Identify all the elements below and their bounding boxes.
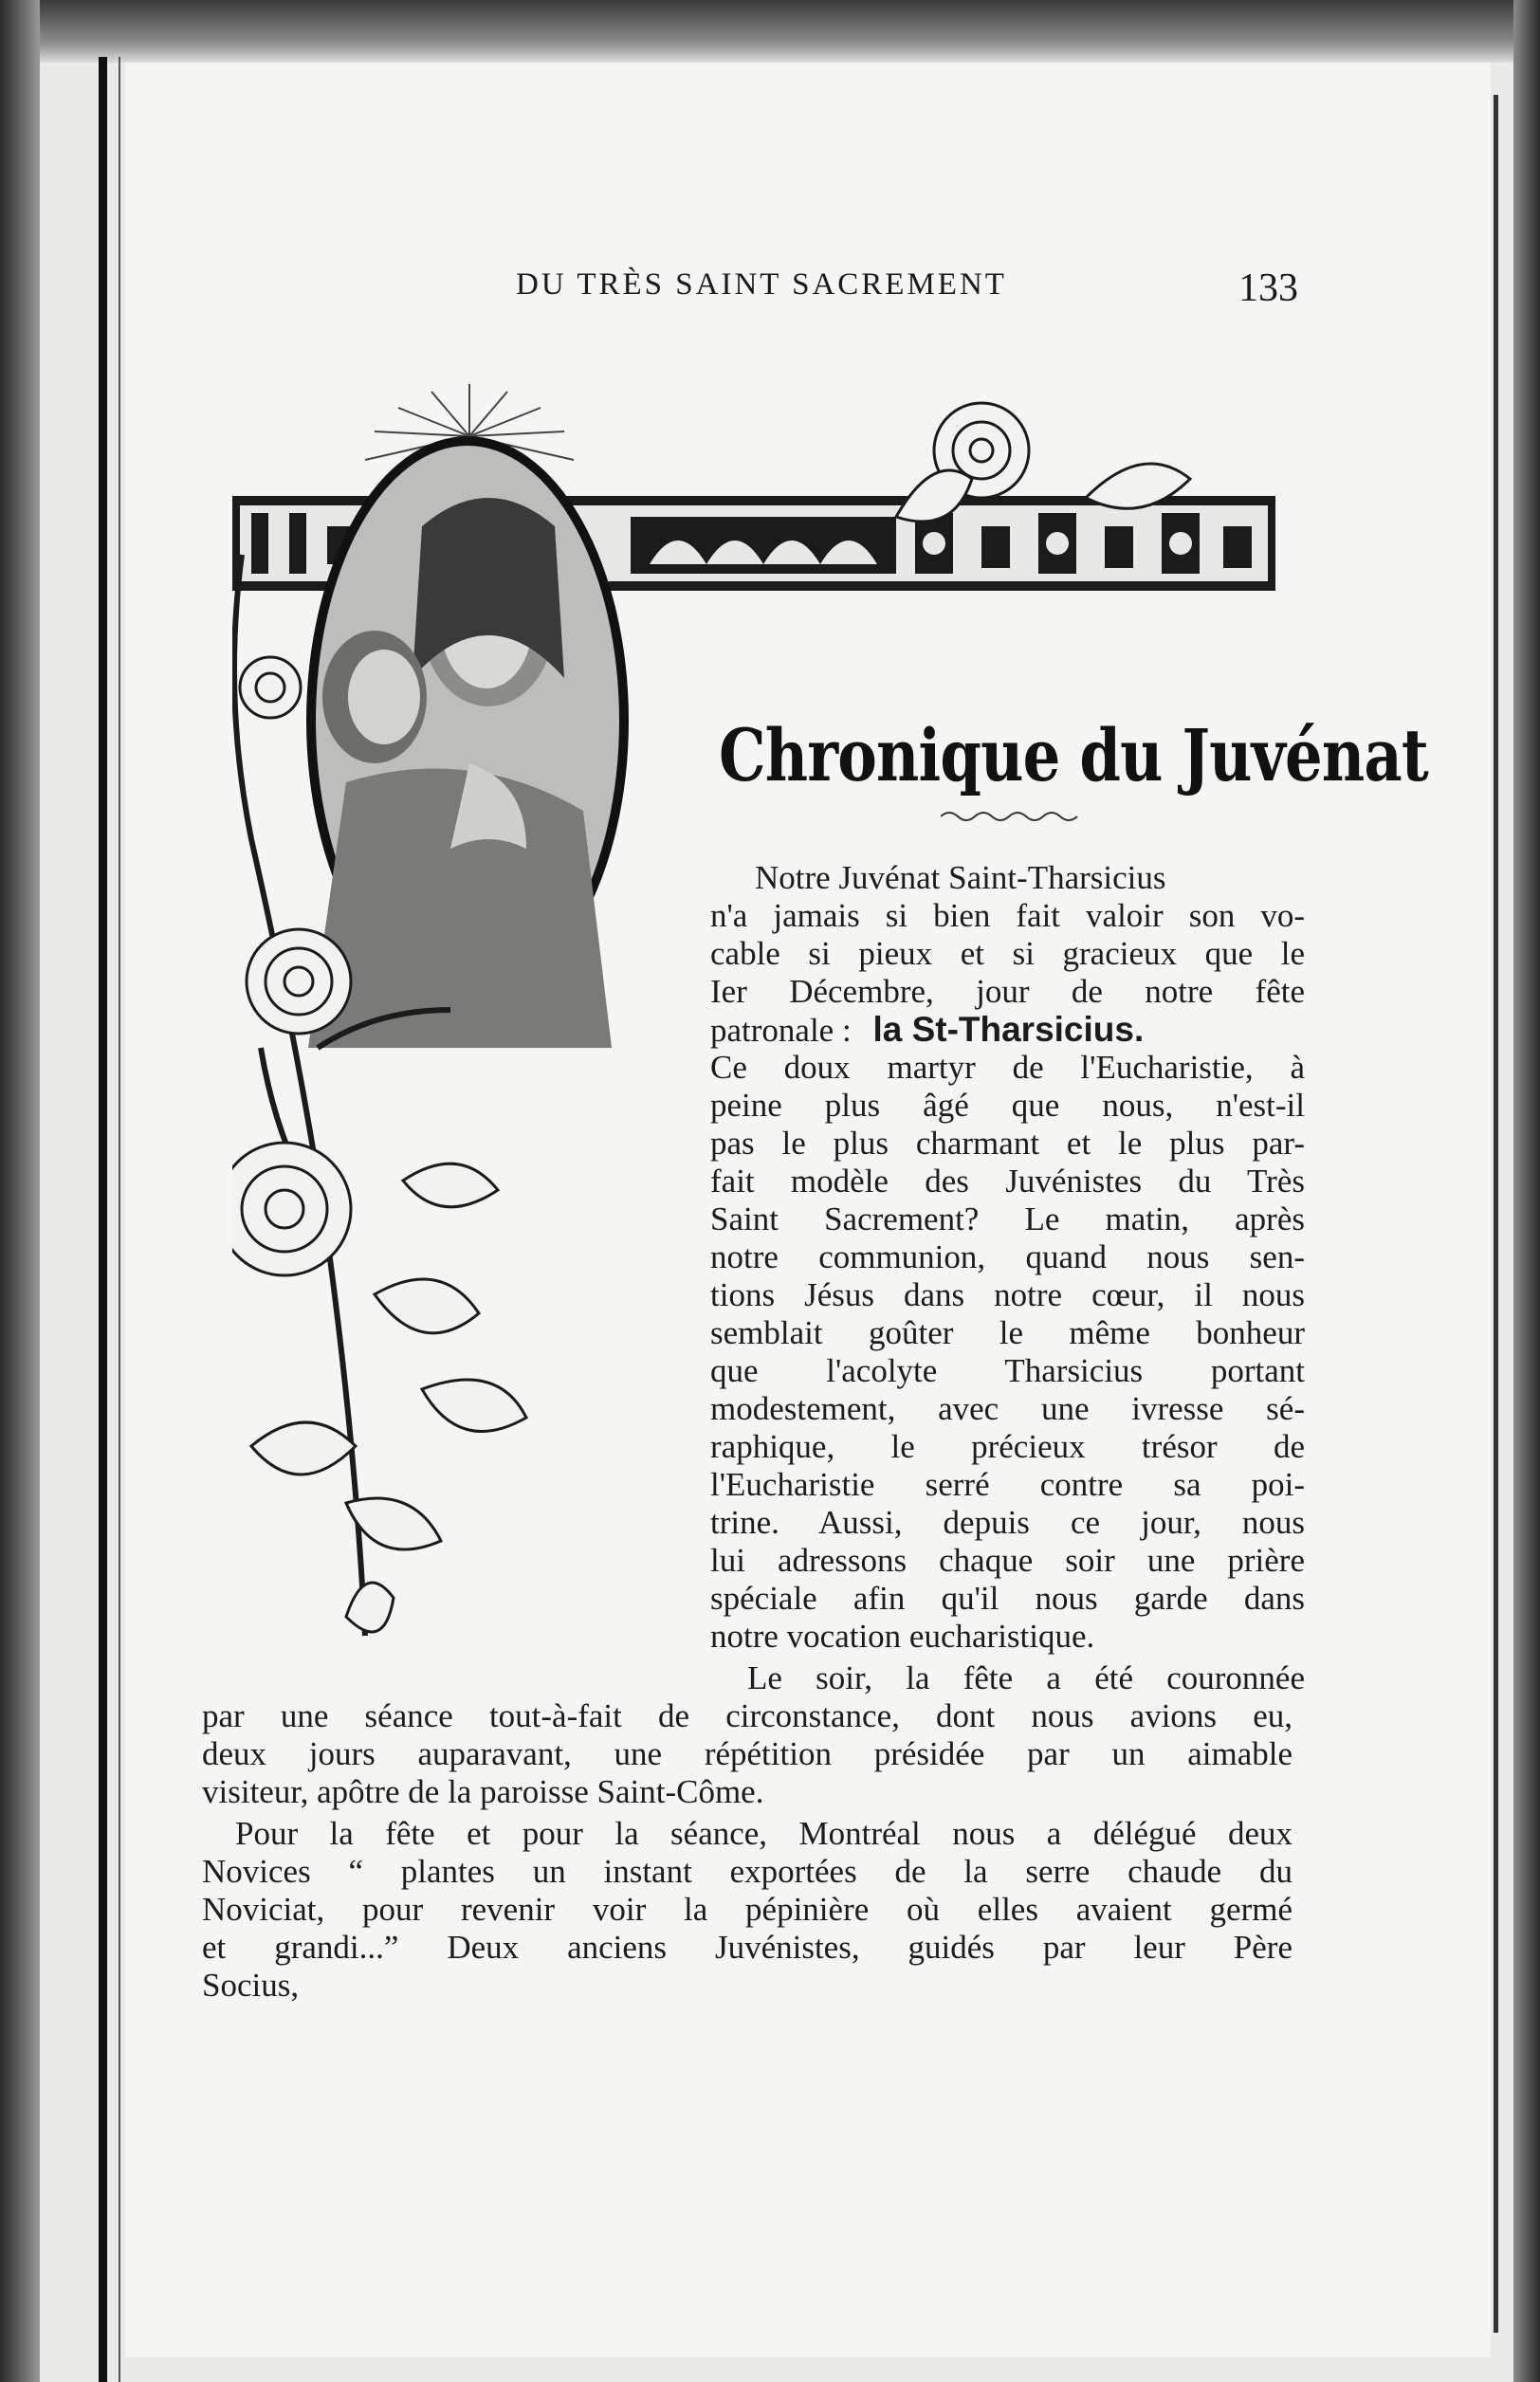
page-number: 133 [1238,266,1298,310]
body-line: modestement, avec une ivresse sé- [710,1390,1305,1427]
body-line: notre communion, quand nous sen- [710,1238,1305,1275]
article-title: Chronique du Juvénat [719,713,1428,797]
book-edge-right [1513,0,1540,2382]
body-line: Saint Sacrement? Le matin, après [710,1200,1305,1237]
body-line: par une séance tout-à-fait de circonstance, dont nous avions eu, [202,1697,1292,1734]
body-line: raphique, le précieux trésor de [710,1428,1305,1465]
body-line: Le soir, la fête a été couronnée [747,1659,1305,1696]
body-line: Socius, [202,1967,300,2004]
title-flourish [941,808,1083,825]
body-line-feast [710,1011,1305,1050]
body-line: l'Eucharistie serré contre sa poi- [710,1466,1305,1503]
spine-thin-line [119,57,120,2382]
running-head: DU TRÈS SAINT SACREMENT [516,267,1007,302]
book-edge-left [0,0,40,2382]
body-line: fait modèle des Juvénistes du Très [710,1163,1305,1200]
spine-line [99,57,107,2382]
right-page-edge [1494,95,1498,2333]
body-line: patronale : [710,1012,852,1049]
page-top-shadow [40,0,1519,63]
body-line: Novices “ plantes un instant exportées de la serre chaude du [202,1853,1292,1890]
feast-name: la St-Tharsicius. [872,1010,1145,1049]
body-line: spéciale afin qu'il nous garde dans [710,1580,1305,1617]
body-line: Noviciat, pour revenir voir la pépinière où elles avaient germé [202,1891,1292,1928]
body-line: n'a jamais si bien fait valoir son vo- [710,897,1305,934]
body-line: trine. Aussi, depuis ce jour, nous [710,1504,1305,1541]
sacred-heart-portrait [306,436,629,1048]
body-line: Notre Juvénat Saint-Tharsicius [755,859,1166,896]
body-line: lui adressons chaque soir une prière [710,1542,1305,1579]
body-line: visiteur, apôtre de la paroisse Saint-Côme. [202,1773,764,1810]
body-line: que l'acolyte Tharsicius portant [710,1352,1305,1389]
body-line: pas le plus charmant et le plus par- [710,1125,1305,1162]
body-line: deux jours auparavant, une répétition présidée par un aimable [202,1735,1292,1772]
body-line: Ier Décembre, jour de notre fête [710,973,1305,1010]
body-line: peine plus âgé que nous, n'est-il [710,1087,1305,1124]
body-line: Pour la fête et pour la séance, Montréal nous a délégué deux [235,1815,1292,1852]
body-line: et grandi...” Deux anciens Juvénistes, guidés par leur Père [202,1929,1292,1966]
body-line: notre vocation eucharistique. [710,1618,1095,1655]
body-line: tions Jésus dans notre cœur, il nous [710,1276,1305,1313]
body-line: cable si pieux et si gracieux que le [710,935,1305,972]
body-line: semblait goûter le même bonheur [710,1314,1305,1351]
body-line: Ce doux martyr de l'Eucharistie, à [710,1049,1305,1086]
